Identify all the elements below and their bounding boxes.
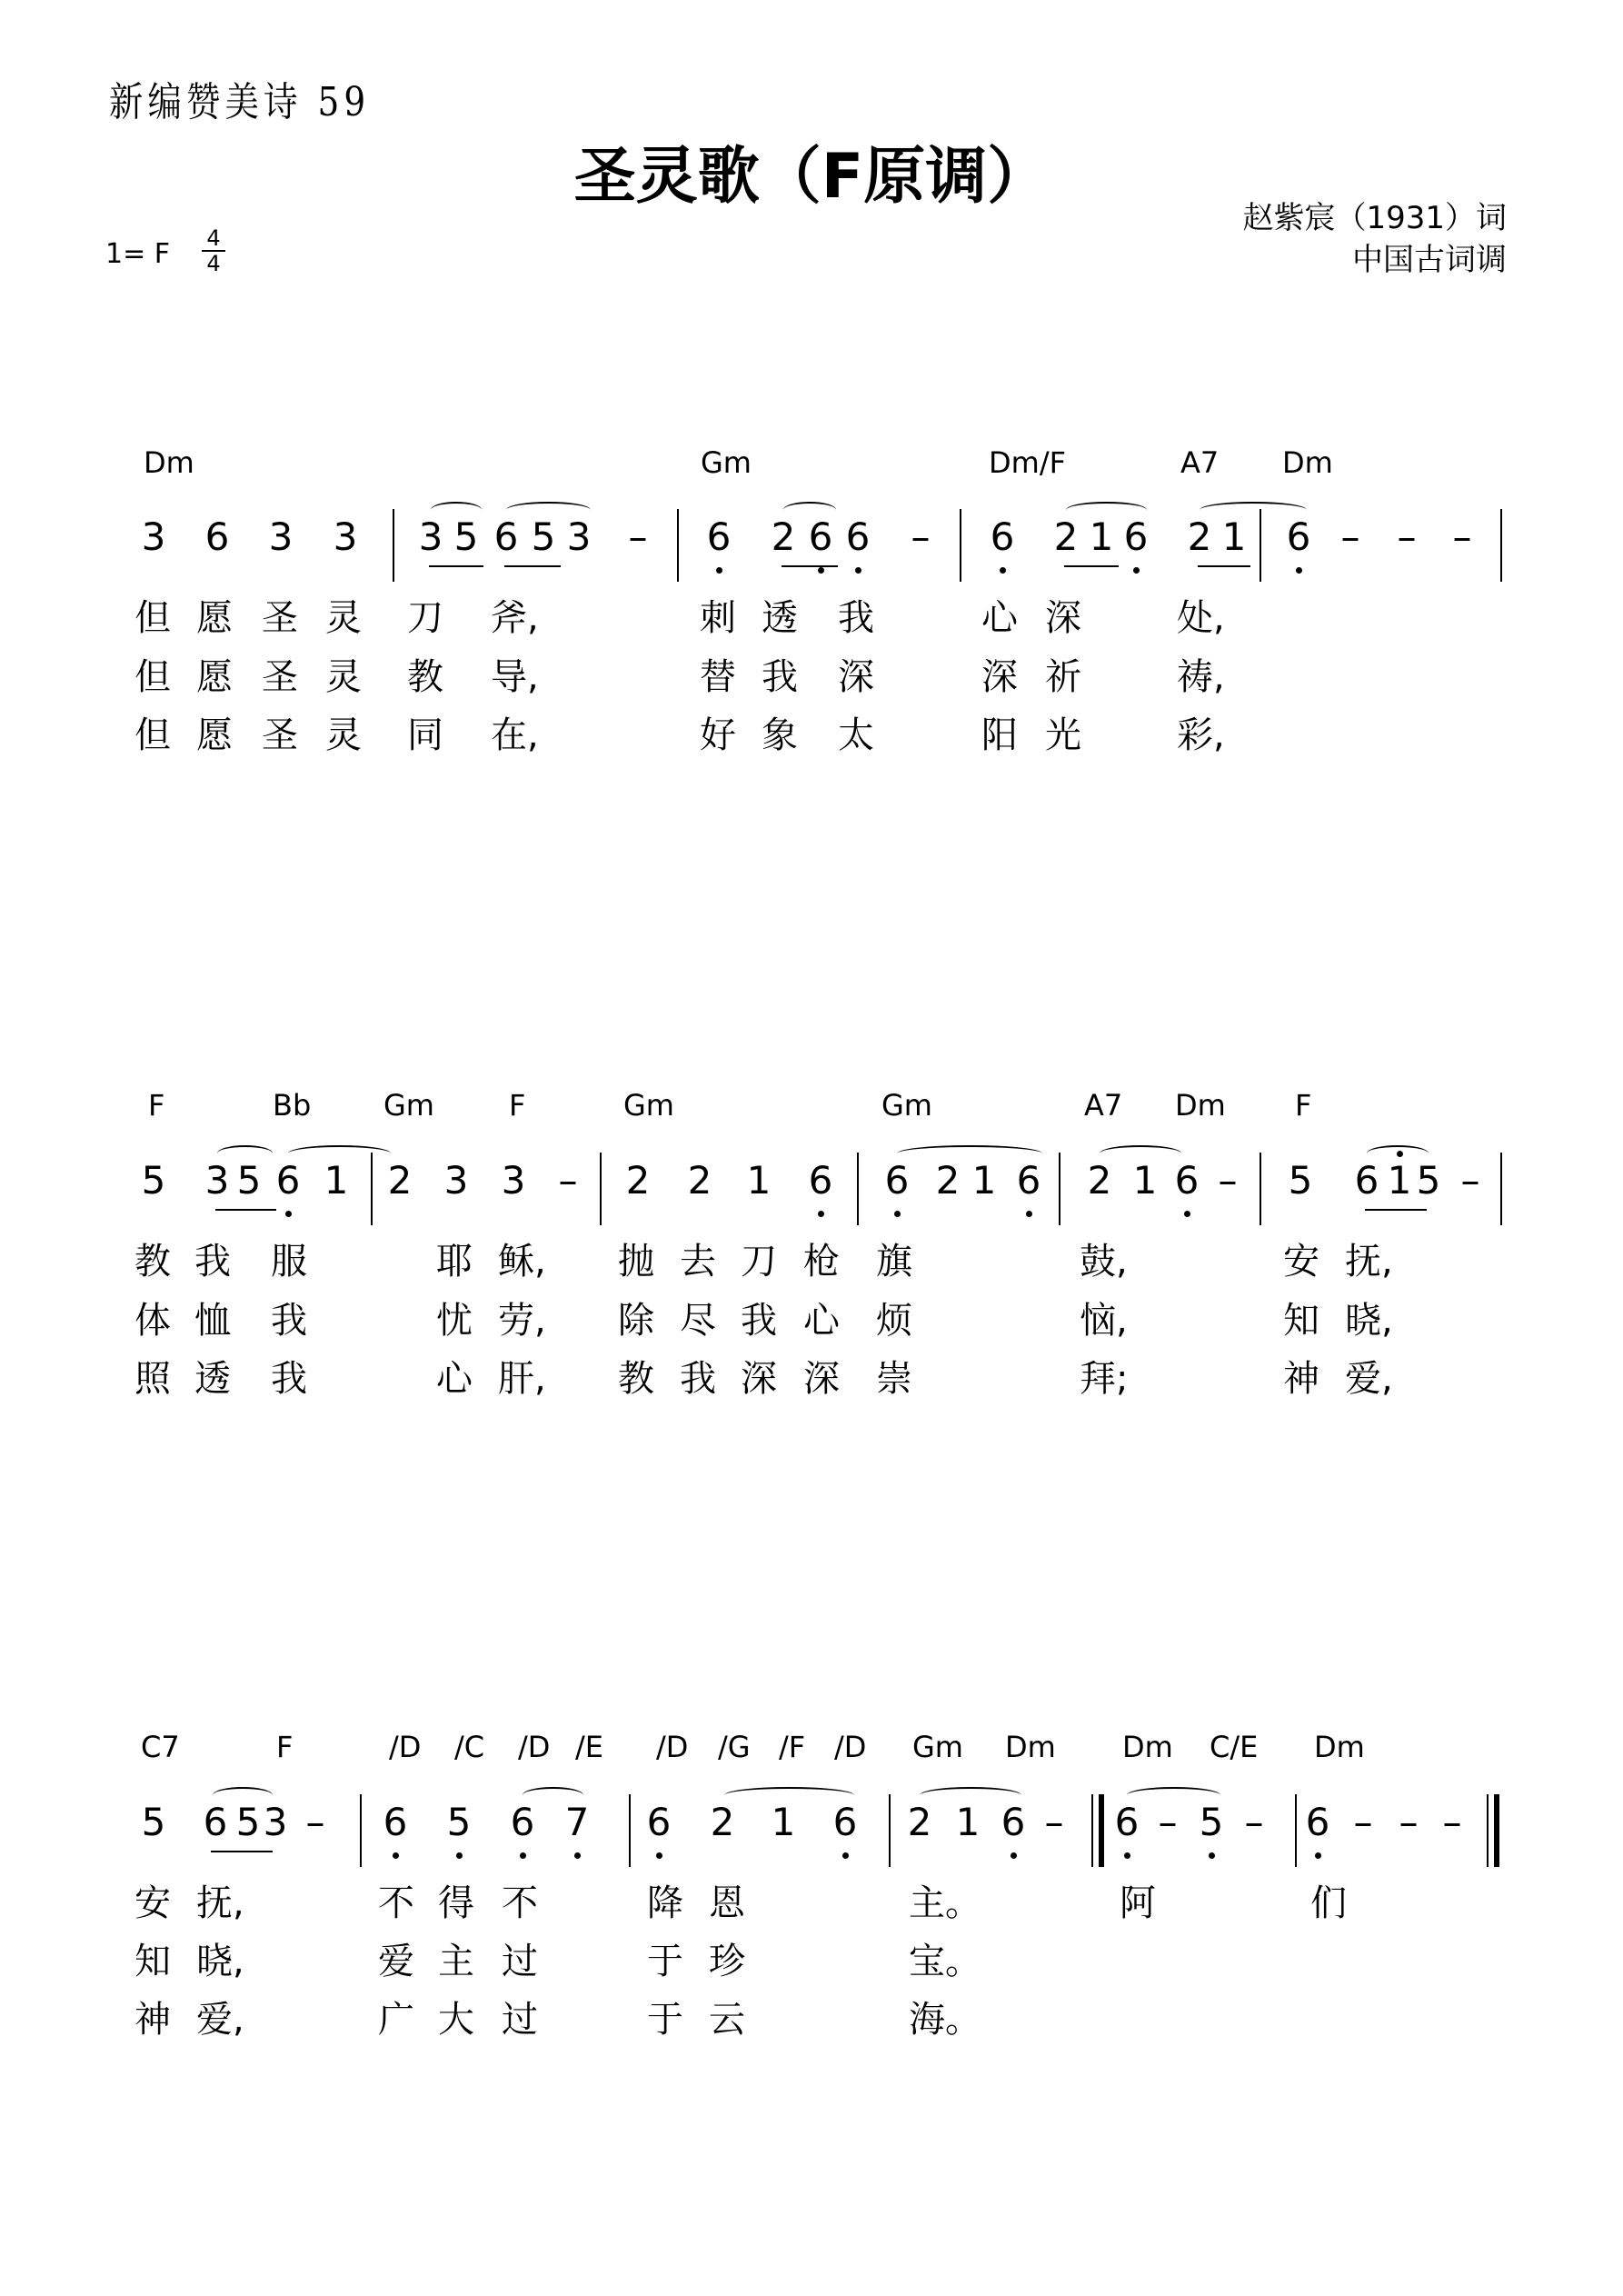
chord-symbol: Gm — [912, 1730, 963, 1764]
lyric-syllable: 阳 — [981, 714, 1018, 756]
jianpu-note: 1 — [1386, 1158, 1413, 1203]
lyric-syllable: 崇 — [876, 1358, 912, 1400]
lyric-syllable: 安 — [134, 1882, 171, 1924]
jianpu-note: 6 — [1285, 514, 1312, 559]
barline — [1500, 509, 1502, 582]
jianpu-note: 1 — [1089, 514, 1114, 559]
lyric-syllable: 但 — [134, 714, 171, 756]
jianpu-note: 6 — [1000, 1800, 1027, 1844]
chord-symbol: Dm — [144, 445, 194, 480]
lyric-syllable: 主。 — [909, 1882, 981, 1924]
lyric-syllable: 不 — [378, 1882, 414, 1924]
jianpu-note: 5 — [445, 1800, 473, 1844]
lyric-syllable: 恼, — [1080, 1300, 1128, 1342]
slur-arc — [783, 502, 836, 518]
jianpu-note: 6 — [705, 514, 732, 559]
jianpu-note: 1 — [971, 1158, 997, 1203]
lower-octave-dot — [1000, 567, 1006, 574]
chord-symbol: Dm/F — [989, 445, 1066, 480]
lyric-syllable: 圣 — [262, 597, 298, 639]
lyric-syllable: 灵 — [325, 656, 362, 698]
dash-extension: – — [1158, 1800, 1178, 1844]
jianpu-note: 3 — [333, 514, 358, 559]
lyric-syllable: 忧 — [436, 1300, 473, 1342]
jianpu-note: 6 — [509, 1800, 536, 1844]
dash-extension: – — [1218, 1158, 1238, 1203]
lyric-syllable: 心 — [436, 1358, 473, 1400]
lyric-syllable: 拜; — [1080, 1358, 1129, 1400]
chord-symbol: Gm — [623, 1088, 674, 1123]
dash-extension: – — [1460, 1158, 1480, 1203]
lyric-syllable: 替 — [700, 656, 736, 698]
jianpu-note: 6 — [1113, 1800, 1140, 1844]
lyric-syllable: 们 — [1310, 1882, 1347, 1924]
lyric-syllable: 我 — [762, 656, 798, 698]
hymnal-number: 新编赞美诗 59 — [109, 79, 371, 125]
lower-octave-dot — [855, 567, 861, 574]
lyric-syllable: 在, — [491, 714, 539, 756]
jianpu-note: 6 — [203, 1800, 228, 1844]
dash-extension: – — [305, 1800, 325, 1844]
barline — [889, 1794, 891, 1867]
jianpu-note: 3 — [501, 1158, 526, 1203]
jianpu-note: 5 — [1198, 1800, 1225, 1844]
lyric-syllable: 枪 — [803, 1241, 840, 1283]
lyric-syllable: 劳, — [498, 1300, 546, 1342]
chord-symbol: /D — [518, 1730, 551, 1764]
slur-arc — [1367, 1145, 1429, 1162]
lyric-syllable: 肝, — [498, 1358, 546, 1400]
chord-symbol: Dm — [1282, 445, 1333, 480]
slur-arc — [920, 1787, 1021, 1803]
lower-octave-dot — [1026, 1211, 1032, 1217]
eighth-underline — [1064, 565, 1119, 567]
final-barline-thin — [1487, 1794, 1489, 1867]
jianpu-note: 6 — [1354, 1158, 1379, 1203]
lower-octave-dot — [1011, 1852, 1017, 1859]
lyric-syllable: 于 — [647, 1999, 683, 2041]
lyric-syllable: 我 — [194, 1241, 231, 1283]
lyric-syllable: 珍 — [709, 1941, 745, 1982]
lower-octave-dot — [818, 567, 824, 574]
jianpu-note: 2 — [625, 1158, 651, 1203]
final-barline-thick — [1494, 1794, 1499, 1867]
slur-arc — [1127, 1787, 1220, 1803]
key-signature: 1= F — [105, 238, 171, 270]
barline — [857, 1153, 859, 1225]
barline — [393, 509, 394, 582]
lyric-syllable: 深 — [803, 1358, 840, 1400]
jianpu-note: 2 — [687, 1158, 712, 1203]
dash-extension: – — [558, 1158, 578, 1203]
jianpu-note: 2 — [1187, 514, 1212, 559]
lyric-syllable: 于 — [647, 1941, 683, 1982]
jianpu-note: 5 — [1416, 1158, 1441, 1203]
jianpu-note: 2 — [771, 514, 796, 559]
lyric-syllable: 过 — [502, 1941, 538, 1982]
lyric-syllable: 象 — [762, 714, 798, 756]
slur-arc — [1200, 502, 1307, 518]
lyric-syllable: 除 — [618, 1300, 654, 1342]
chord-symbol: Gm — [383, 1088, 434, 1123]
lyric-syllable: 太 — [838, 714, 874, 756]
slur-arc — [724, 1787, 854, 1803]
jianpu-note: 3 — [141, 514, 166, 559]
jianpu-note: 1 — [324, 1158, 349, 1203]
lyric-syllable: 愿 — [196, 597, 233, 639]
lyric-syllable: 灵 — [325, 597, 362, 639]
jianpu-note: 2 — [387, 1158, 413, 1203]
jianpu-note: 3 — [263, 1800, 288, 1844]
lyric-syllable: 云 — [709, 1999, 745, 2041]
jianpu-note: 1 — [746, 1158, 772, 1203]
composer-credit: 中国古词调 — [1352, 242, 1507, 278]
jianpu-note: 3 — [268, 514, 294, 559]
lyric-syllable: 耶 — [436, 1241, 473, 1283]
lyric-syllable: 心 — [803, 1300, 840, 1342]
lyric-syllable: 稣, — [498, 1241, 546, 1283]
jianpu-note: 5 — [141, 1800, 166, 1844]
lyric-syllable: 服 — [271, 1241, 307, 1283]
chord-symbol: /D — [389, 1730, 422, 1764]
chord-symbol: /E — [575, 1730, 603, 1764]
dash-extension: – — [1244, 1800, 1264, 1844]
jianpu-note: 6 — [645, 1800, 672, 1844]
lyric-syllable: 过 — [502, 1999, 538, 2041]
lyric-syllable: 我 — [271, 1358, 307, 1400]
dash-extension: – — [1452, 514, 1472, 559]
lyric-syllable: 愿 — [196, 714, 233, 756]
jianpu-note: 6 — [883, 1158, 911, 1203]
slur-arc — [217, 1145, 273, 1162]
lyric-syllable: 深 — [981, 656, 1018, 698]
slur-arc — [1100, 1145, 1181, 1162]
jianpu-note: 6 — [807, 514, 834, 559]
jianpu-note: 1 — [955, 1800, 981, 1844]
lyric-syllable: 知 — [1283, 1300, 1319, 1342]
lyric-syllable: 爱, — [196, 1999, 244, 2041]
lyric-syllable: 晓, — [1345, 1300, 1393, 1342]
lyric-syllable: 彩, — [1177, 714, 1225, 756]
lyric-syllable: 灵 — [325, 714, 362, 756]
dash-extension: – — [1397, 514, 1417, 559]
time-numerator: 4 — [206, 225, 221, 251]
lyric-syllable: 爱 — [378, 1941, 414, 1982]
eighth-underline — [211, 1851, 273, 1852]
jianpu-note: 6 — [831, 1800, 859, 1844]
lyric-syllable: 鼓, — [1080, 1241, 1128, 1283]
lyric-syllable: 我 — [271, 1300, 307, 1342]
chord-symbol: C7 — [141, 1730, 180, 1764]
lyric-syllable: 恩 — [709, 1882, 745, 1924]
lyric-syllable: 斧, — [491, 597, 539, 639]
lower-octave-dot — [285, 1211, 292, 1217]
chord-symbol: A7 — [1180, 445, 1220, 480]
jianpu-note: 3 — [566, 514, 592, 559]
chord-symbol: /D — [834, 1730, 867, 1764]
lyric-syllable: 刀 — [407, 597, 443, 639]
lower-octave-dot — [1296, 567, 1302, 574]
chord-symbol: /F — [779, 1730, 806, 1764]
dash-extension: – — [1353, 1800, 1373, 1844]
chord-symbol: Dm — [1005, 1730, 1056, 1764]
jianpu-note: 5 — [141, 1158, 166, 1203]
chord-symbol: Gm — [701, 445, 752, 480]
lyric-syllable: 圣 — [262, 656, 298, 698]
chord-symbol: F — [276, 1730, 294, 1764]
lyric-syllable: 深 — [838, 656, 874, 698]
lyric-syllable: 旗 — [876, 1241, 912, 1283]
eighth-underline — [215, 1209, 276, 1211]
lyric-syllable: 去 — [680, 1241, 716, 1283]
lyric-syllable: 刀 — [741, 1241, 777, 1283]
lyric-syllable: 爱, — [1345, 1358, 1393, 1400]
lyric-syllable: 晓, — [196, 1941, 244, 1982]
lyric-syllable: 但 — [134, 597, 171, 639]
jianpu-note: 6 — [1173, 1158, 1200, 1203]
lyric-syllable: 我 — [741, 1300, 777, 1342]
barline — [1260, 1153, 1261, 1225]
lower-octave-dot — [520, 1852, 526, 1859]
jianpu-note: 2 — [1053, 514, 1079, 559]
lyric-syllable: 大 — [438, 1999, 474, 2041]
lower-octave-dot — [574, 1852, 581, 1859]
lyric-syllable: 圣 — [262, 714, 298, 756]
barline — [360, 1794, 362, 1867]
slur-arc — [213, 1787, 273, 1803]
lyric-syllable: 光 — [1045, 714, 1081, 756]
lyric-syllable: 深 — [741, 1358, 777, 1400]
lyric-syllable: 知 — [134, 1941, 171, 1982]
lower-octave-dot — [1209, 1852, 1215, 1859]
dash-extension: – — [628, 514, 648, 559]
eighth-underline — [1198, 565, 1250, 567]
slur-arc — [523, 1787, 583, 1803]
lyric-syllable: 神 — [1283, 1358, 1319, 1400]
jianpu-note: 6 — [204, 514, 230, 559]
eighth-underline — [504, 565, 561, 567]
lyric-syllable: 刺 — [700, 597, 736, 639]
lyric-syllable: 尽 — [680, 1300, 716, 1342]
jianpu-note: 5 — [235, 1800, 261, 1844]
lower-octave-dot — [456, 1852, 463, 1859]
jianpu-note: 6 — [382, 1800, 409, 1844]
jianpu-note: 5 — [236, 1158, 262, 1203]
lower-octave-dot — [1184, 1211, 1190, 1217]
lyric-syllable: 海。 — [909, 1999, 981, 2041]
chord-symbol: Dm — [1175, 1088, 1226, 1123]
jianpu-note: 3 — [204, 1158, 230, 1203]
double-barline-thick — [1099, 1794, 1104, 1867]
jianpu-note: 6 — [1304, 1800, 1331, 1844]
lower-octave-dot — [656, 1852, 662, 1859]
barline — [1295, 1794, 1297, 1867]
dash-extension: – — [911, 514, 931, 559]
lyric-syllable: 我 — [838, 597, 874, 639]
jianpu-note: 5 — [531, 514, 556, 559]
lyric-syllable: 体 — [134, 1300, 171, 1342]
jianpu-note: 5 — [453, 514, 479, 559]
jianpu-note: 2 — [935, 1158, 961, 1203]
chord-symbol: F — [1295, 1088, 1312, 1123]
lyric-syllable: 教 — [407, 656, 443, 698]
barline — [677, 509, 679, 582]
jianpu-note: 6 — [493, 514, 519, 559]
lower-octave-dot — [1315, 1852, 1321, 1859]
lyric-syllable: 主 — [438, 1941, 474, 1982]
lower-octave-dot — [818, 1211, 824, 1217]
eighth-underline — [1365, 1209, 1427, 1211]
jianpu-note: 5 — [1288, 1158, 1313, 1203]
jianpu-note: 2 — [1087, 1158, 1112, 1203]
jianpu-note: 7 — [563, 1800, 591, 1844]
slur-arc — [1066, 502, 1147, 518]
lyric-syllable: 祷, — [1177, 656, 1225, 698]
lower-octave-dot — [716, 567, 722, 574]
lyric-syllable: 教 — [134, 1241, 171, 1283]
lower-octave-dot — [842, 1852, 849, 1859]
lyric-syllable: 好 — [700, 714, 736, 756]
jianpu-note: 6 — [844, 514, 871, 559]
lyric-syllable: 愿 — [196, 656, 233, 698]
jianpu-note: 6 — [807, 1158, 834, 1203]
lyric-syllable: 照 — [134, 1358, 171, 1400]
lyric-syllable: 同 — [407, 714, 443, 756]
lyric-syllable: 抚, — [1345, 1241, 1393, 1283]
lower-octave-dot — [393, 1852, 399, 1859]
jianpu-note: 3 — [443, 1158, 469, 1203]
lower-octave-dot — [1133, 567, 1140, 574]
lyric-syllable: 深 — [1045, 597, 1081, 639]
jianpu-note: 1 — [1221, 514, 1247, 559]
dash-extension: – — [1399, 1800, 1419, 1844]
jianpu-note: 3 — [418, 514, 443, 559]
chord-symbol: F — [148, 1088, 165, 1123]
chord-symbol: Gm — [881, 1088, 932, 1123]
barline — [1059, 1153, 1060, 1225]
jianpu-note: 6 — [989, 514, 1016, 559]
lyric-syllable: 不 — [502, 1882, 538, 1924]
chord-symbol: Bb — [273, 1088, 312, 1123]
double-barline-thin — [1091, 1794, 1093, 1867]
lyricist-credit: 赵紫宸（1931）词 — [1242, 200, 1507, 236]
jianpu-note: 2 — [907, 1800, 932, 1844]
barline — [371, 1153, 373, 1225]
lyric-syllable: 心 — [981, 597, 1018, 639]
lyric-syllable: 广 — [378, 1999, 414, 2041]
jianpu-note: 1 — [1132, 1158, 1158, 1203]
lyric-syllable: 处, — [1177, 597, 1225, 639]
barline — [629, 1794, 631, 1867]
barline — [960, 509, 961, 582]
lyric-syllable: 宝。 — [909, 1941, 981, 1982]
lyric-syllable: 烦 — [876, 1300, 912, 1342]
lyric-syllable: 恤 — [194, 1300, 231, 1342]
lyric-syllable: 神 — [134, 1999, 171, 2041]
lyric-syllable: 导, — [491, 656, 539, 698]
lower-octave-dot — [894, 1211, 901, 1217]
lyric-syllable: 得 — [438, 1882, 474, 1924]
dash-extension: – — [1340, 514, 1360, 559]
slur-arc — [897, 1145, 1042, 1162]
jianpu-note: 1 — [771, 1800, 796, 1844]
lyric-syllable: 但 — [134, 656, 171, 698]
chord-symbol: Dm — [1314, 1730, 1365, 1764]
lyric-syllable: 教 — [618, 1358, 654, 1400]
time-signature — [202, 227, 225, 275]
lyric-syllable: 祈 — [1045, 656, 1081, 698]
lyric-syllable: 阿 — [1120, 1882, 1156, 1924]
barline — [600, 1153, 602, 1225]
lyric-syllable: 透 — [762, 597, 798, 639]
lyric-syllable: 降 — [647, 1882, 683, 1924]
time-denominator: 4 — [206, 251, 221, 276]
jianpu-note: 6 — [1015, 1158, 1042, 1203]
dash-extension: – — [1044, 1800, 1064, 1844]
lyric-syllable: 透 — [194, 1358, 231, 1400]
jianpu-note: 6 — [1122, 514, 1150, 559]
chord-symbol: F — [509, 1088, 526, 1123]
chord-symbol: C/E — [1210, 1730, 1259, 1764]
barline — [1500, 1153, 1502, 1225]
chord-symbol: A7 — [1084, 1088, 1123, 1123]
slur-arc — [431, 502, 482, 518]
lower-octave-dot — [1124, 1852, 1130, 1859]
chord-symbol: /D — [656, 1730, 689, 1764]
lyric-syllable: 安 — [1283, 1241, 1319, 1283]
chord-symbol: /C — [454, 1730, 485, 1764]
jianpu-note: 6 — [274, 1158, 302, 1203]
dash-extension: – — [1442, 1800, 1462, 1844]
slur-arc — [506, 502, 591, 518]
slur-arc — [288, 1145, 391, 1162]
chord-symbol: /G — [718, 1730, 751, 1764]
lyric-syllable: 抛 — [618, 1241, 654, 1283]
barline — [1260, 509, 1261, 582]
eighth-underline — [782, 565, 838, 567]
jianpu-note: 2 — [710, 1800, 735, 1844]
eighth-underline — [429, 565, 483, 567]
chord-symbol: Dm — [1122, 1730, 1173, 1764]
song-title: 圣灵歌（F原调） — [573, 141, 1050, 213]
lyric-syllable: 抚, — [196, 1882, 244, 1924]
lyric-syllable: 我 — [680, 1358, 716, 1400]
